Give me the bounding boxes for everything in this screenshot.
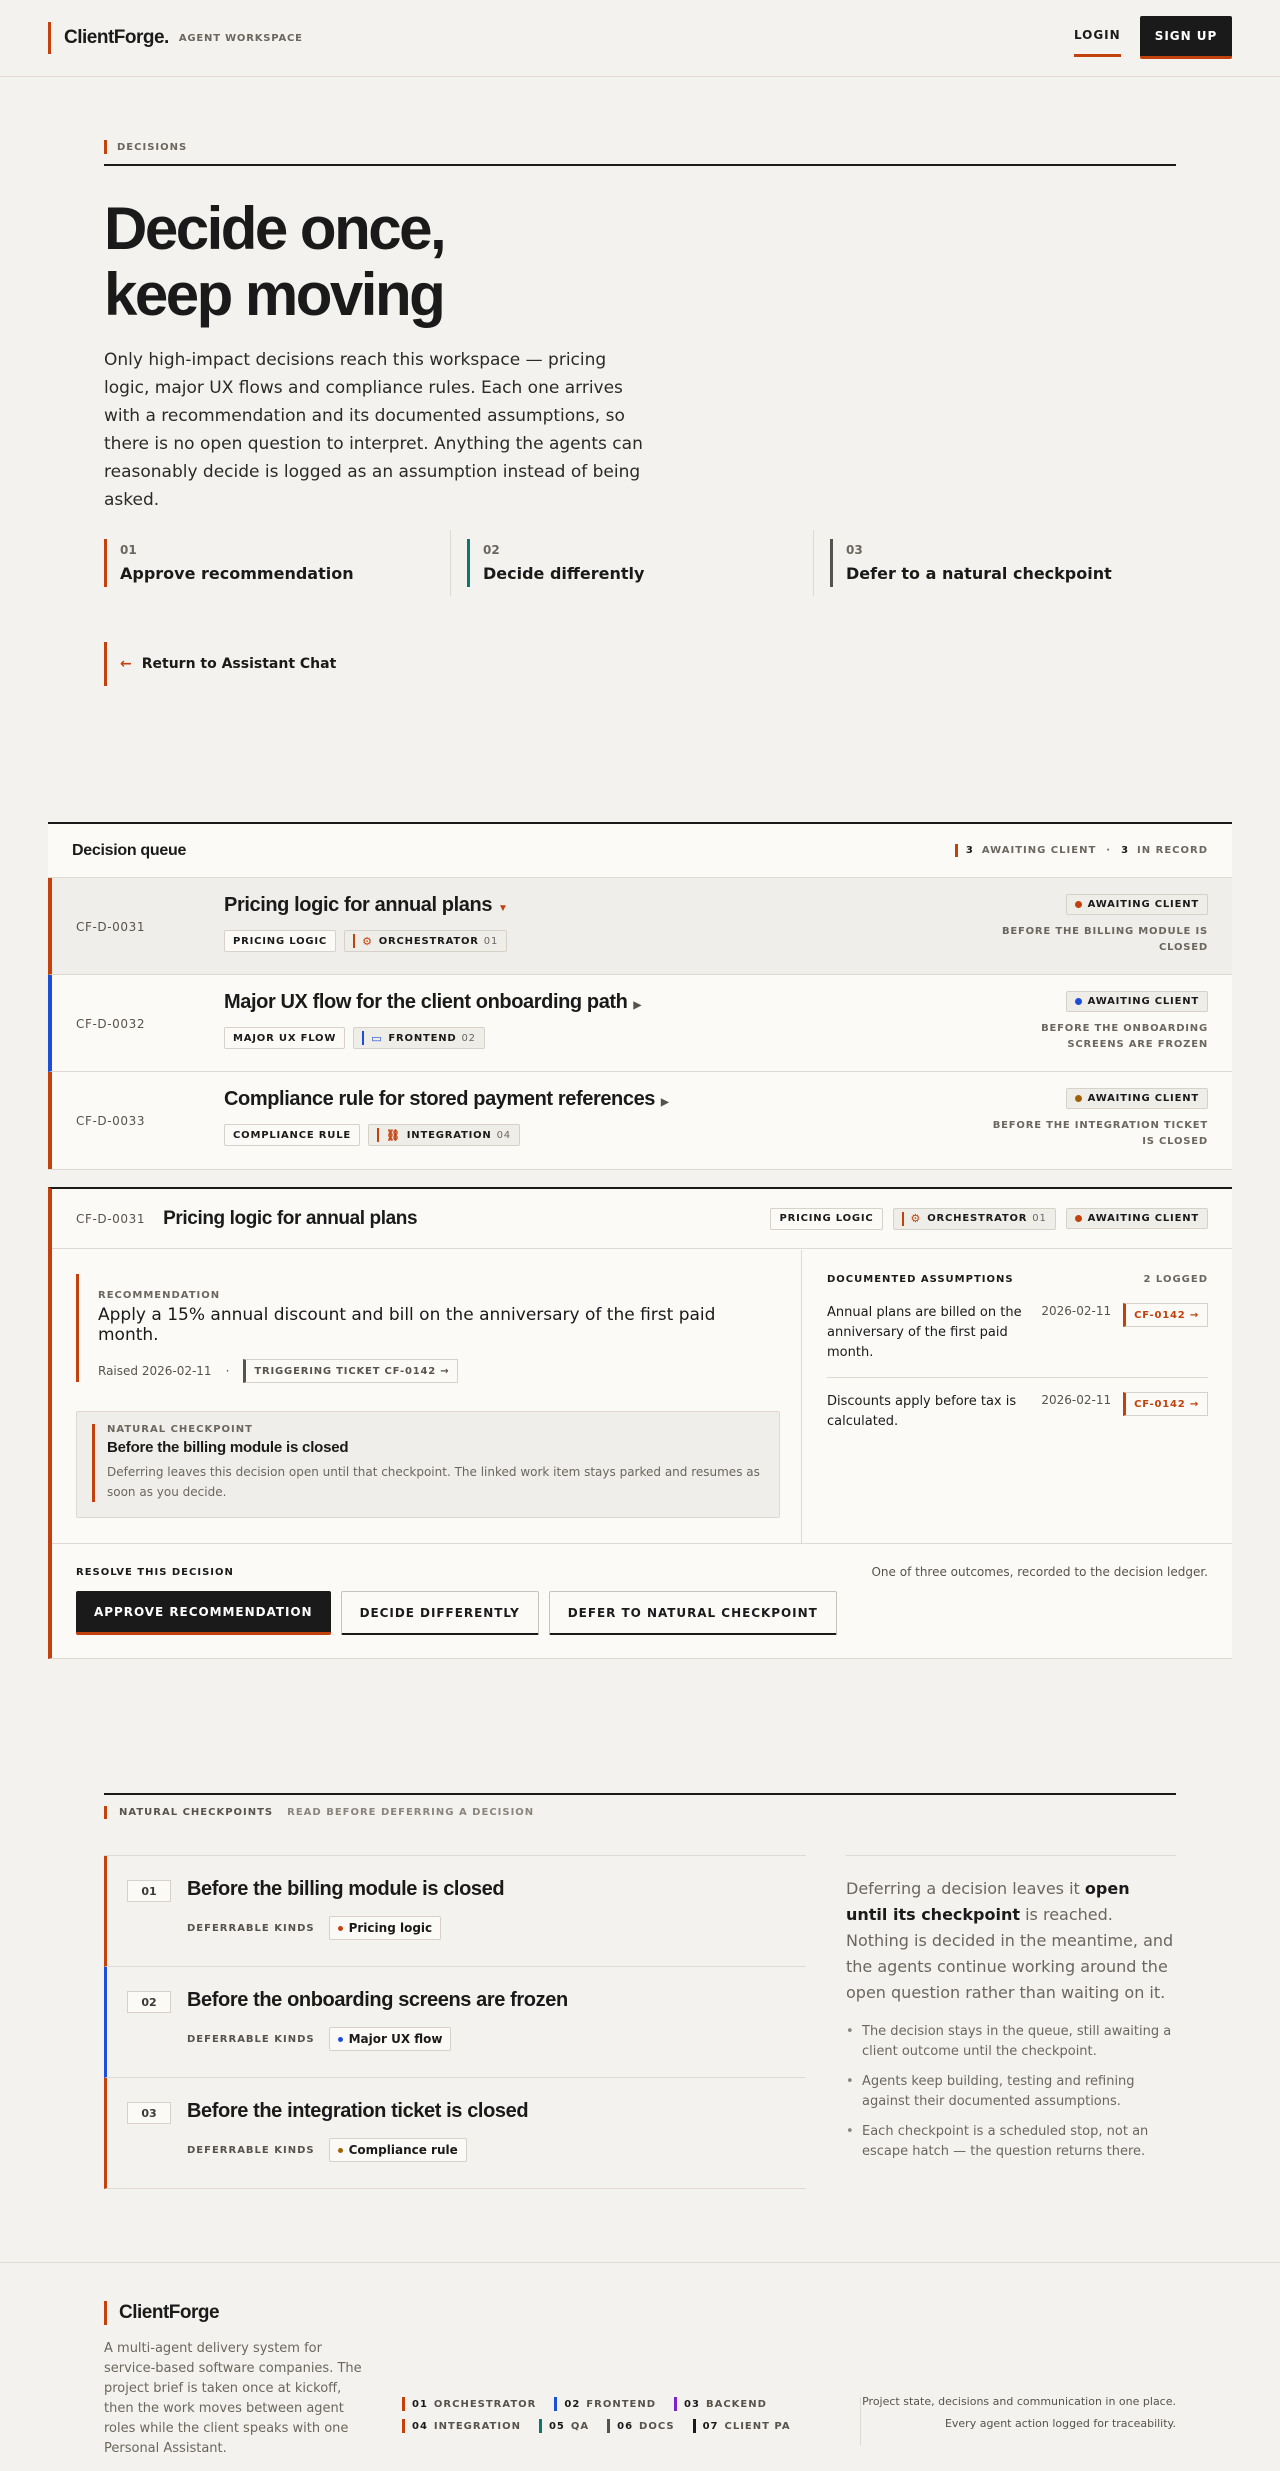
checkpoint-list [104,1855,806,2189]
checkpoint-number: 02 [127,1991,171,2013]
kind-pill: Pricing logic [329,1916,442,1940]
checkpoint-label: BEFORE THE BILLING MODULE IS CLOSED [1001,926,1208,953]
decision-title: Compliance rule for stored payment references ▶ [224,1088,669,1110]
checkpoint-number: 01 [127,1880,171,1902]
kind-tag: PRICING LOGIC [224,930,336,952]
queue-row[interactable] [48,975,1232,1072]
assumption-text: Annual plans are billed on the anniversary of the first paid month. [827,1305,1022,1360]
assumption-text: Discounts apply before tax is calculated. [827,1394,1017,1429]
kind-tag: PRICING LOGIC [770,1208,882,1230]
dot-icon [338,1926,343,1931]
decision-title: Pricing logic for annual plans [163,1207,418,1229]
login-link[interactable]: LOGIN [1074,28,1121,57]
natural-checkpoint-card: NATURAL CHECKPOINT Before the billing module is closed Deferring leaves this decision open until that checkpoint. The linked work item stays parked and resumes as soon as you decide. [76,1411,780,1518]
hero-description: Only high-impact decisions reach this workspace — pricing logic, major UX flows and compliance rules. Each one arrives with a recommendation and its documented assumptions, so there is no open question to interpret. Anything the agents can reasonably decide is logged as an assumption instead of being asked. [104,350,643,510]
role-tag: ▭ FRONTEND 02 [353,1027,485,1049]
status-dot-icon [1075,1215,1082,1222]
brand[interactable] [48,22,303,54]
decision-title: Pricing logic for annual plans ▼ [224,894,508,916]
footer-description: A multi-agent delivery system for service-based software companies. The project brief is taken once at kickoff, then the work moves between agent roles while the client speaks with one Personal Assistant. [104,2341,362,2456]
checkpoint-title: Before the integration ticket is closed [187,2100,529,2122]
outcome-steps [104,530,1176,596]
hero-divider [104,164,1176,166]
footer-brand: ClientForge [104,2301,219,2325]
ticket-link[interactable]: CF-0142 → [1123,1392,1208,1416]
assumption-row [827,1378,1208,1446]
explainer-bullet: • Agents keep building, testing and refining against their documented assumptions. [846,2072,1176,2112]
signup-button[interactable]: SIGN UP [1140,16,1232,59]
agent-role: 03 BACKEND [674,2397,767,2411]
assumption-date: 2026-02-11 [1041,1304,1112,1318]
status-badge: AWAITING CLIENT [1066,991,1208,1012]
ticket-link[interactable]: CF-0142 → [1123,1303,1208,1327]
arrow-left-icon: ← [120,656,132,672]
agent-role: 02 FRONTEND [554,2397,656,2411]
checkpoint-title: Before the onboarding screens are frozen [187,1989,568,2011]
checkpoint-item: 03 Before the integration ticket is closed DEFERRABLE KINDS Compliance rule [104,2078,806,2189]
agent-role: 06 DOCS [607,2419,674,2433]
role-tag: ⚙ ORCHESTRATOR 01 [344,930,507,952]
decision-id: CF-D-0032 [76,1017,146,1031]
queue-row[interactable] [48,1072,1232,1169]
triggering-ticket-link[interactable]: TRIGGERING TICKET CF-0142 → [243,1359,458,1383]
monitor-icon: ▭ [371,1031,383,1045]
dot-icon [338,2148,343,2153]
return-to-chat-link[interactable]: ← Return to Assistant Chat [104,642,336,686]
hero-eyebrow: DECISIONS [104,140,187,154]
checkpoint-title: Before the billing module is closed [187,1878,505,1900]
page-title: Decide once, keep moving [104,195,445,328]
assumption-row [827,1289,1208,1378]
status-dot-icon [1075,901,1082,908]
explainer-bullet: • The decision stays in the queue, still awaiting a client outcome until the checkpoint. [846,2022,1176,2062]
decision-id: CF-D-0033 [76,1114,146,1128]
gear-icon: ⚙ [910,1212,922,1225]
raised-date: Raised 2026-02-11 [98,1364,212,1378]
top-nav [0,0,1280,77]
checkpoint-label: BEFORE THE INTEGRATION TICKET IS CLOSED [992,1120,1208,1147]
caret-right-icon: ▶ [661,1097,669,1108]
decision-title: Major UX flow for the client onboarding path ▶ [224,991,641,1013]
agent-roles [402,2397,822,2441]
assumption-date: 2026-02-11 [1041,1393,1112,1407]
checkpoint-number: 03 [127,2102,171,2124]
checkpoints-explainer: Deferring a decision leaves it open until its checkpoint is reached. Nothing is decided in the meantime, and the agents continue working around the open question rather than waiting on it. • The decision stays in the queue, still awaiting a client outcome until the checkpoint. • Agents keep building, testing and refining against their documented assumptions. • Each checkpoint is a scheduled stop, not an escape hatch — the question returns there. [846,1855,1176,2172]
status-dot-icon [1075,1095,1082,1102]
checkpoint-item: 01 Before the billing module is closed DEFERRABLE KINDS Pricing logic [104,1856,806,1967]
role-tag: ⛓ INTEGRATION 04 [368,1124,520,1146]
checkpoints-eyebrow: NATURAL CHECKPOINTS READ BEFORE DEFERRING A DECISION [104,1806,534,1819]
status-badge: AWAITING CLIENT [1066,1208,1208,1229]
checkpoint-label: BEFORE THE ONBOARDING SCREENS ARE FROZEN [1041,1023,1208,1050]
status-dot-icon [1075,998,1082,1005]
decision-id: CF-D-0031 [76,920,146,934]
defer-to-checkpoint-button[interactable]: DEFER TO NATURAL CHECKPOINT [549,1591,837,1635]
footer [0,2262,1280,2471]
dot-icon [338,2037,343,2042]
brand-tagline: AGENT WORKSPACE [178,32,303,44]
queue-header [48,824,1232,878]
kind-tag: MAJOR UX FLOW [224,1027,345,1049]
queue-counts: 3 AWAITING CLIENT · 3 IN RECORD [955,844,1208,857]
recommendation: RECOMMENDATION Apply a 15% annual discount and bill on the anniversary of the first paid month. Raised 2026-02-11 · TRIGGERING TICKET CF-0142 → [76,1274,756,1382]
footer-note: Project state, decisions and communication in one place. Every agent action logged for traceability. [862,2395,1176,2430]
kind-pill: Compliance rule [329,2138,467,2162]
documented-assumptions: DOCUMENTED ASSUMPTIONS 2 LOGGED Annual plans are billed on the anniversary of the first paid month. 2026-02-11 CF-0142 → Discounts apply before tax is calculated. 2026-02-11 CF-0142 → [803,1250,1232,1544]
approve-recommendation-button[interactable]: APPROVE RECOMMENDATION [76,1591,331,1635]
role-tag: ⚙ ORCHESTRATOR 01 [893,1208,1056,1230]
caret-right-icon: ▶ [633,1000,641,1011]
decide-differently-button[interactable]: DECIDE DIFFERENTLY [341,1591,539,1635]
decision-queue [48,822,1232,1170]
checkpoints-divider [104,1793,1176,1795]
agent-role: 01 ORCHESTRATOR [402,2397,536,2411]
brand-name: ClientForge. [64,27,169,48]
status-badge: AWAITING CLIENT [1066,894,1208,915]
queue-row[interactable] [48,878,1232,975]
decision-detail [48,1187,1232,1659]
kind-tag: COMPLIANCE RULE [224,1124,360,1146]
checkpoint-item: 02 Before the onboarding screens are frozen DEFERRABLE KINDS Major UX flow [104,1967,806,2078]
outcome-step: 01 Approve recommendation [104,530,451,596]
queue-title: Decision queue [72,841,187,859]
recommendation-text: Apply a 15% annual discount and bill on the anniversary of the first paid month. [98,1305,716,1345]
brand-accent [48,22,51,54]
detail-header [52,1189,1232,1249]
outcome-step: 02 Decide differently [451,530,814,596]
explainer-bullet: • Each checkpoint is a scheduled stop, not an escape hatch — the question returns there. [846,2122,1176,2162]
status-badge: AWAITING CLIENT [1066,1088,1208,1109]
resolve-section: RESOLVE THIS DECISION One of three outcomes, recorded to the decision ledger. APPROVE RECOMMENDATION DECIDE DIFFERENTLY DEFER TO NATURAL CHECKPOINT [52,1545,1232,1659]
agent-role: 05 QA [539,2419,589,2433]
kind-pill: Major UX flow [329,2027,452,2051]
agent-role: 07 CLIENT PA [693,2419,791,2433]
decision-id: CF-D-0031 [76,1211,146,1226]
caret-down-icon: ▼ [498,903,508,914]
outcome-step: 03 Defer to a natural checkpoint [814,530,1176,596]
gear-icon: ⚙ [362,934,373,948]
agent-role: 04 INTEGRATION [402,2419,521,2433]
link-icon: ⛓ [386,1128,401,1142]
